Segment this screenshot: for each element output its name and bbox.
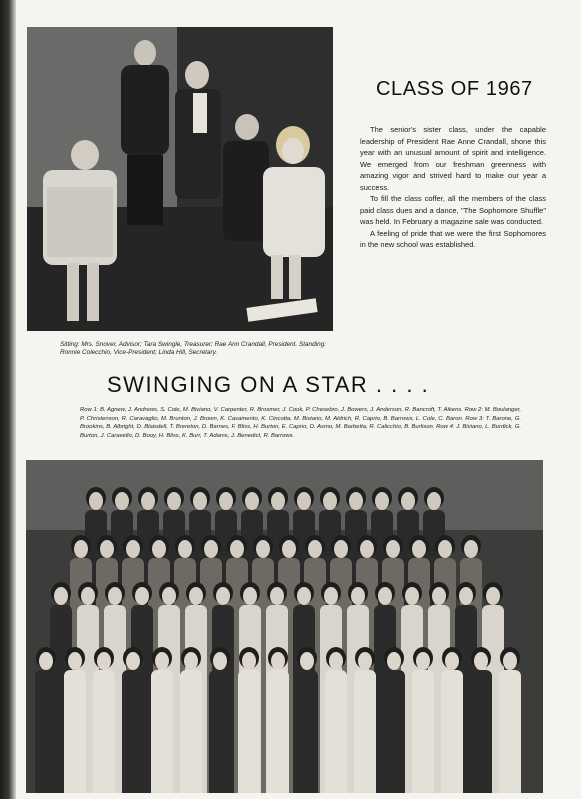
student-silhouette [267, 670, 289, 793]
student-silhouette [238, 670, 260, 793]
class-group-photo [26, 460, 543, 793]
page-title: CLASS OF 1967 [376, 78, 533, 100]
caption-sitting-label: Sitting: [60, 341, 80, 348]
student-silhouette [383, 670, 405, 793]
group-photo-roster: Row 1: B. Agnew, J. Andrews, S. Cole, M. Biviano, V. Carpenter, R. Brosmer, J. Cook, P. Chesebro, J. Bowers, J. Anderson, R. Bancroft, T. Aikens. Row 2: M. Boulanger, P. Christenson, R. Caravaglio, M. Brunton, J. Brown, K. Casamento, K. Cincotta, M. Biviano, M. Aldrich, R. Caprio, B. Barrows, L. Cole, C. Baron. Row 3: T. Barone, G. Brookins, B. Albright, D. Blaisdell, T. Brereton, D. Barnes, F. Bliss, H. Burton, E. Caprio, D. Asmo, M. Barbetta, R. Calicchio, B. Burlison. Row 4: J. Biviano, L. Burdick, G. Burton, J. Caravello, D. Booy, H. Bliss, K. Burr, T. Adams, J. Benedict, R. Barrows. [80, 407, 521, 439]
body-paragraph: The senior's sister class, under the capable leadership of President Rae Anne Crandall, shone this year with an unusual amount of spirit and intelligence. We emerged from our freshman greenness with amazing vigor and strived hard to make our year a success. [360, 125, 546, 192]
student-silhouette [499, 670, 521, 793]
caption-standing-names: Ronnie Colecchio, Vice-President; Linda Hill, Secretary. [60, 349, 218, 357]
student-silhouette [470, 670, 492, 793]
officers-photo-caption [60, 341, 330, 358]
student-silhouette [122, 670, 144, 793]
student-silhouette [151, 670, 173, 793]
student-silhouette [180, 670, 202, 793]
caption-standing-label: Standing: [298, 341, 326, 348]
page-binding-edge [0, 0, 16, 799]
student-silhouette [296, 670, 318, 793]
body-paragraph: A feeling of pride that we were the first Sophomores in the new school was established. [360, 228, 546, 249]
body-paragraph: To fill the class coffer, all the members of the class paid class dues and a dance, "The Sophomore Shuffle" was held. In February a magazine sale was conducted. [360, 194, 546, 226]
student-silhouette [325, 670, 347, 793]
student-silhouette [412, 670, 434, 793]
class-description [360, 124, 546, 251]
class-officers-photo [27, 27, 333, 331]
student-silhouette [35, 670, 57, 793]
student-silhouette [93, 670, 115, 793]
student-silhouette [209, 670, 231, 793]
student-silhouette [354, 670, 376, 793]
section-headline: SWINGING ON A STAR . . . . [107, 372, 430, 397]
student-silhouette [441, 670, 463, 793]
caption-sitting-names: Mrs. Snover, Advisor; Tara Swingle, Treasurer; Rae Ann Crandall, President. [81, 341, 298, 348]
student-silhouette [64, 670, 86, 793]
